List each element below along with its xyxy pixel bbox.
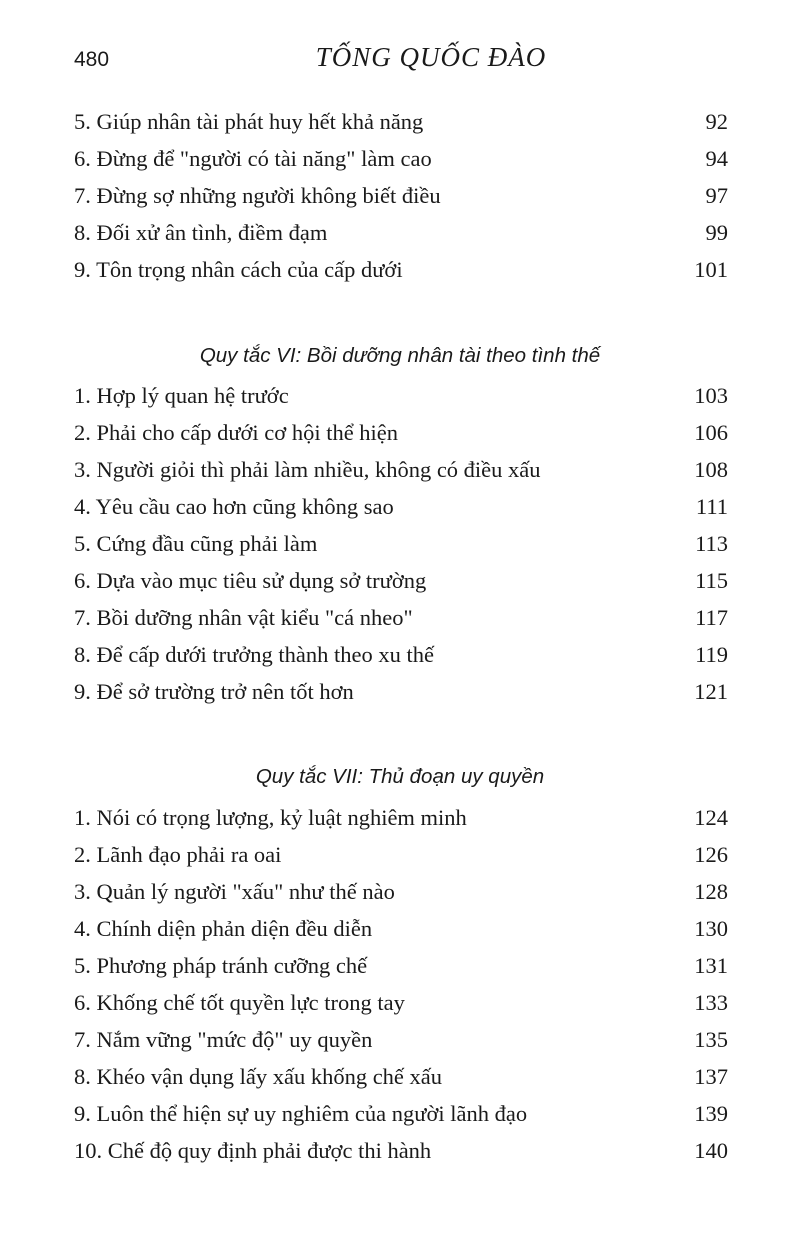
toc-entry: [74, 986, 728, 1020]
toc-entry-title: 8. Để cấp dưới trưởng thành theo xu thế: [74, 642, 434, 667]
toc-entry-page: 137: [694, 1064, 728, 1089]
toc-entry-title: 8. Khéo vận dụng lấy xấu khống chế xấu: [74, 1064, 443, 1089]
toc-entry: [74, 379, 728, 413]
toc-entry: [74, 527, 728, 561]
toc-entry: [74, 416, 728, 450]
toc-entry-title: 6. Đừng để "người có tài năng" làm cao: [74, 146, 432, 171]
toc-entry-page: 106: [694, 420, 728, 445]
section-heading: Quy tắc VI: Bồi dưỡng nhân tài theo tình thế: [199, 344, 601, 367]
toc-entry-page: 139: [694, 1101, 728, 1126]
toc-entry: [74, 838, 728, 872]
toc-entry-page: 103: [694, 383, 728, 408]
toc-entry-page: 128: [694, 879, 728, 904]
toc-entry: [74, 601, 728, 635]
toc-entry-title: 3. Quản lý người "xấu" như thế nào: [74, 879, 395, 904]
toc-entry-page: 124: [694, 805, 728, 830]
toc-entry-title: 6. Dựa vào mục tiêu sử dụng sở trường: [74, 568, 427, 593]
toc-entry-page: 111: [695, 494, 728, 519]
toc-entry-title: 1. Nói có trọng lượng, kỷ luật nghiêm minh: [74, 805, 467, 830]
toc-entry-title: 2. Lãnh đạo phải ra oai: [74, 842, 282, 867]
running-title: TỐNG QUỐC ĐÀO: [315, 42, 547, 72]
toc-entry-page: 94: [705, 146, 728, 171]
toc-entry-page: 126: [694, 842, 728, 867]
toc-entry-page: 119: [695, 642, 728, 667]
toc-entry-title: 7. Nắm vững "mức độ" uy quyền: [74, 1027, 373, 1052]
toc-entry: [74, 179, 728, 213]
toc-entry-title: 3. Người giỏi thì phải làm nhiều, không có điều xấu: [74, 457, 541, 482]
toc-entry: [74, 1097, 728, 1131]
toc-entry-title: 10. Chế độ quy định phải được thi hành: [74, 1138, 432, 1163]
toc-entry-page: 97: [705, 183, 728, 208]
toc-entry: [74, 949, 728, 983]
toc-entry-page: 117: [695, 605, 728, 630]
toc-entry: [74, 1023, 728, 1057]
toc-entry: [74, 638, 728, 672]
toc-entry: [74, 875, 728, 909]
toc-entry: [74, 490, 728, 524]
toc-entry-title: 9. Luôn thể hiện sự uy nghiêm của người lãnh đạo: [74, 1101, 528, 1126]
toc-entry-title: 1. Hợp lý quan hệ trước: [74, 383, 289, 408]
toc-entry-title: 5. Cứng đầu cũng phải làm: [74, 531, 318, 556]
toc-entry-title: 4. Yêu cầu cao hơn cũng không sao: [74, 494, 394, 519]
toc-entry-title: 8. Đối xử ân tình, điềm đạm: [74, 220, 328, 245]
toc-entry-page: 115: [695, 568, 728, 593]
toc-entry: [74, 675, 728, 709]
toc-entry-title: 6. Khống chế tốt quyền lực trong tay: [74, 990, 405, 1015]
toc-entry-title: 5. Phương pháp tránh cưỡng chế: [74, 953, 368, 978]
page-header: [74, 42, 728, 82]
toc-entry-page: 99: [705, 220, 728, 245]
toc-entry: [74, 1060, 728, 1094]
toc-entry: [74, 1134, 728, 1168]
page-number: 480: [74, 48, 110, 71]
toc-entry-page: 101: [694, 257, 728, 282]
section-heading: Quy tắc VII: Thủ đoạn uy quyền: [255, 765, 545, 788]
toc-entry: [74, 801, 728, 835]
toc-entry-title: 4. Chính diện phản diện đều diễn: [74, 916, 373, 941]
toc-entry-page: 130: [694, 916, 728, 941]
toc-entry-page: 133: [694, 990, 728, 1015]
toc-entry-page: 108: [694, 457, 728, 482]
toc-entry-page: 140: [694, 1138, 728, 1163]
toc-entry: [74, 912, 728, 946]
toc-entry: [74, 453, 728, 487]
toc-entry-title: 7. Bồi dưỡng nhân vật kiểu "cá nheo": [74, 605, 413, 630]
toc-entry-page: 135: [694, 1027, 728, 1052]
toc-entry-page: 92: [705, 109, 728, 134]
toc-entry-title: 7. Đừng sợ những người không biết điều: [74, 183, 441, 208]
toc-entry: [74, 142, 728, 176]
toc-entry-title: 9. Tôn trọng nhân cách của cấp dưới: [74, 257, 403, 282]
toc-entry-title: 9. Để sở trường trở nên tốt hơn: [74, 679, 354, 704]
toc-entry-title: 2. Phải cho cấp dưới cơ hội thể hiện: [74, 420, 399, 445]
toc-entry-title: 5. Giúp nhân tài phát huy hết khả năng: [74, 109, 424, 134]
toc-entry: [74, 105, 728, 139]
toc-entry: [74, 216, 728, 250]
toc-entry-page: 113: [695, 531, 728, 556]
toc-entry: [74, 253, 728, 287]
toc-entry-page: 131: [694, 953, 728, 978]
toc-entry-page: 121: [694, 679, 728, 704]
toc-entry: [74, 564, 728, 598]
